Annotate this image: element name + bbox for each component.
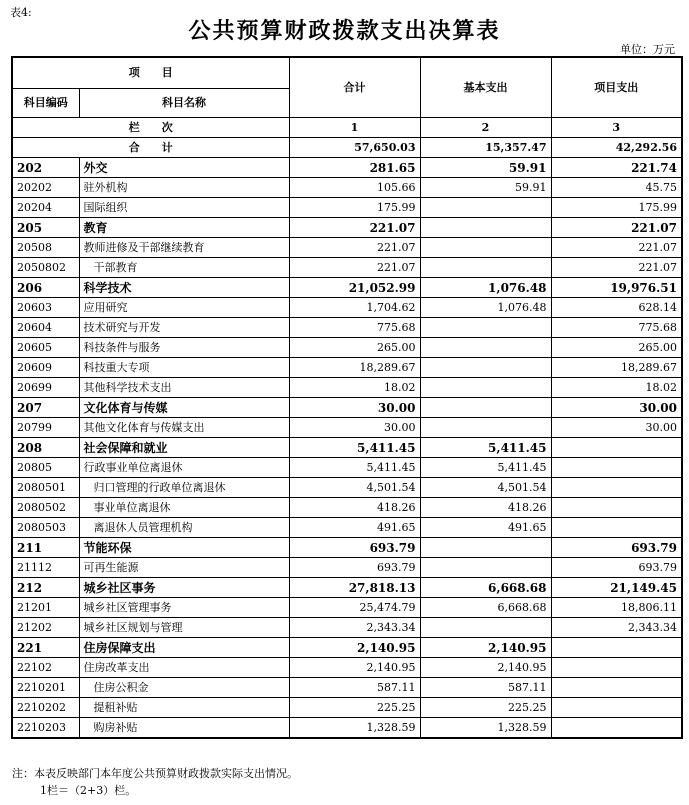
expenditure-table (11, 56, 683, 739)
table-row (12, 318, 682, 338)
cell-project: 221.07 (551, 258, 682, 278)
table-row (12, 558, 682, 578)
cell-total: 30.00 (289, 398, 420, 418)
table-number: 表4: (10, 6, 32, 19)
grand-total-label: 合 计 (12, 138, 289, 158)
cell-total: 18.02 (289, 378, 420, 398)
cell-code: 20699 (12, 378, 79, 398)
cell-total: 418.26 (289, 498, 420, 518)
cell-code: 202 (12, 158, 79, 178)
cell-total: 5,411.45 (289, 458, 420, 478)
cell-code: 212 (12, 578, 79, 598)
table-row (12, 358, 682, 378)
cell-project (551, 458, 682, 478)
cell-name: 归口管理的行政单位离退休 (79, 478, 289, 498)
cell-name: 应用研究 (79, 298, 289, 318)
cell-total: 25,474.79 (289, 598, 420, 618)
header-item: 项 目 (12, 57, 289, 89)
cell-basic (420, 318, 551, 338)
cell-name: 住房保障支出 (79, 638, 289, 658)
page-title: 公共预算财政拨款支出决算表 (188, 18, 501, 44)
table-row (12, 378, 682, 398)
cell-project: 21,149.45 (551, 578, 682, 598)
cell-code: 20202 (12, 178, 79, 198)
cell-basic: 6,668.68 (420, 578, 551, 598)
cell-name: 社会保障和就业 (79, 438, 289, 458)
cell-basic (420, 618, 551, 638)
cell-code: 20805 (12, 458, 79, 478)
cell-name: 可再生能源 (79, 558, 289, 578)
footnote-line-2: 1栏＝（2+3）栏。 (40, 784, 137, 797)
cell-code: 2080503 (12, 518, 79, 538)
cell-basic (420, 398, 551, 418)
cell-code: 205 (12, 218, 79, 238)
table-row (12, 438, 682, 458)
cell-project: 18,806.11 (551, 598, 682, 618)
cell-basic: 1,076.48 (420, 298, 551, 318)
cell-total: 175.99 (289, 198, 420, 218)
cell-project (551, 438, 682, 458)
cell-total: 5,411.45 (289, 438, 420, 458)
cell-basic (420, 418, 551, 438)
cell-total: 30.00 (289, 418, 420, 438)
cell-name: 外交 (79, 158, 289, 178)
cell-name: 科学技术 (79, 278, 289, 298)
cell-project: 19,976.51 (551, 278, 682, 298)
cell-code: 21201 (12, 598, 79, 618)
cell-basic: 491.65 (420, 518, 551, 538)
table-row (12, 158, 682, 178)
cell-total: 2,140.95 (289, 638, 420, 658)
cell-project: 175.99 (551, 198, 682, 218)
cell-name: 国际组织 (79, 198, 289, 218)
cell-name: 文化体育与传媒 (79, 398, 289, 418)
table-row (12, 258, 682, 278)
table-row (12, 618, 682, 638)
cell-name: 城乡社区规划与管理 (79, 618, 289, 638)
cell-basic (420, 258, 551, 278)
cell-project: 30.00 (551, 398, 682, 418)
cell-name: 城乡社区事务 (79, 578, 289, 598)
cell-name: 提租补贴 (79, 698, 289, 718)
cell-basic (420, 378, 551, 398)
table-row (12, 278, 682, 298)
cell-code: 221 (12, 638, 79, 658)
cell-basic (420, 198, 551, 218)
cell-code: 20204 (12, 198, 79, 218)
cell-total: 693.79 (289, 538, 420, 558)
cell-code: 206 (12, 278, 79, 298)
cell-project (551, 638, 682, 658)
header-name: 科目名称 (79, 89, 289, 118)
table-row (12, 678, 682, 698)
cell-name: 驻外机构 (79, 178, 289, 198)
cell-name: 技术研究与开发 (79, 318, 289, 338)
footnote-line-1: 注：本表反映部门本年度公共预算财政拨款实际支出情况。 (12, 767, 298, 780)
cell-total: 225.25 (289, 698, 420, 718)
cell-name: 节能环保 (79, 538, 289, 558)
cell-basic: 587.11 (420, 678, 551, 698)
cell-basic: 2,140.95 (420, 658, 551, 678)
table-body (12, 158, 682, 739)
cell-code: 2210203 (12, 718, 79, 739)
cell-code: 20603 (12, 298, 79, 318)
cell-basic (420, 338, 551, 358)
cell-total: 265.00 (289, 338, 420, 358)
table-row (12, 638, 682, 658)
column-index-3: 3 (551, 118, 682, 138)
cell-project: 221.07 (551, 238, 682, 258)
cell-code: 2210202 (12, 698, 79, 718)
cell-total: 27,818.13 (289, 578, 420, 598)
header-lanci: 栏 次 (12, 118, 289, 138)
table-row (12, 698, 682, 718)
cell-project (551, 518, 682, 538)
table-row (12, 418, 682, 438)
cell-code: 2050802 (12, 258, 79, 278)
cell-project: 2,343.34 (551, 618, 682, 638)
cell-total: 693.79 (289, 558, 420, 578)
table-row (12, 498, 682, 518)
cell-basic: 59.91 (420, 158, 551, 178)
cell-basic (420, 238, 551, 258)
header-code: 科目编码 (12, 89, 79, 118)
cell-total: 221.07 (289, 258, 420, 278)
cell-code: 21112 (12, 558, 79, 578)
cell-code: 20508 (12, 238, 79, 258)
cell-code: 20604 (12, 318, 79, 338)
cell-code: 21202 (12, 618, 79, 638)
cell-name: 教育 (79, 218, 289, 238)
cell-total: 1,704.62 (289, 298, 420, 318)
cell-basic: 6,668.68 (420, 598, 551, 618)
cell-project (551, 498, 682, 518)
table-row (12, 658, 682, 678)
cell-project: 221.07 (551, 218, 682, 238)
cell-name: 离退休人员管理机构 (79, 518, 289, 538)
header-project: 项目支出 (551, 57, 682, 118)
cell-project: 221.74 (551, 158, 682, 178)
table-row (12, 238, 682, 258)
cell-total: 4,501.54 (289, 478, 420, 498)
table-row (12, 718, 682, 739)
cell-project (551, 658, 682, 678)
cell-project (551, 478, 682, 498)
cell-name: 购房补贴 (79, 718, 289, 739)
cell-total: 21,052.99 (289, 278, 420, 298)
cell-basic: 5,411.45 (420, 458, 551, 478)
cell-basic: 225.25 (420, 698, 551, 718)
cell-basic: 1,076.48 (420, 278, 551, 298)
cell-code: 20799 (12, 418, 79, 438)
table-row (12, 298, 682, 318)
cell-name: 科技重大专项 (79, 358, 289, 378)
cell-name: 住房公积金 (79, 678, 289, 698)
cell-name: 事业单位离退休 (79, 498, 289, 518)
cell-total: 491.65 (289, 518, 420, 538)
grand-total-project: 42,292.56 (551, 138, 682, 158)
cell-project: 775.68 (551, 318, 682, 338)
cell-total: 281.65 (289, 158, 420, 178)
table-row (12, 478, 682, 498)
cell-code: 20605 (12, 338, 79, 358)
cell-name: 干部教育 (79, 258, 289, 278)
cell-basic (420, 358, 551, 378)
cell-basic: 5,411.45 (420, 438, 551, 458)
cell-code: 22102 (12, 658, 79, 678)
table-row (12, 538, 682, 558)
column-index-2: 2 (420, 118, 551, 138)
grand-total-basic: 15,357.47 (420, 138, 551, 158)
cell-project: 18,289.67 (551, 358, 682, 378)
cell-basic (420, 538, 551, 558)
cell-total: 18,289.67 (289, 358, 420, 378)
cell-project: 18.02 (551, 378, 682, 398)
cell-name: 行政事业单位离退休 (79, 458, 289, 478)
cell-total: 2,140.95 (289, 658, 420, 678)
table-row (12, 458, 682, 478)
cell-project: 265.00 (551, 338, 682, 358)
cell-project (551, 678, 682, 698)
cell-total: 105.66 (289, 178, 420, 198)
cell-project (551, 718, 682, 739)
cell-basic: 59.91 (420, 178, 551, 198)
cell-name: 其他科学技术支出 (79, 378, 289, 398)
cell-project: 628.14 (551, 298, 682, 318)
cell-project (551, 698, 682, 718)
cell-name: 其他文化体育与传媒支出 (79, 418, 289, 438)
cell-name: 城乡社区管理事务 (79, 598, 289, 618)
table-row (12, 598, 682, 618)
cell-name: 教师进修及干部继续教育 (79, 238, 289, 258)
cell-total: 2,343.34 (289, 618, 420, 638)
cell-code: 211 (12, 538, 79, 558)
cell-basic: 1,328.59 (420, 718, 551, 739)
cell-basic: 418.26 (420, 498, 551, 518)
cell-basic: 4,501.54 (420, 478, 551, 498)
cell-total: 221.07 (289, 218, 420, 238)
cell-project: 693.79 (551, 538, 682, 558)
cell-basic (420, 558, 551, 578)
table-row (12, 218, 682, 238)
cell-code: 207 (12, 398, 79, 418)
table-row (12, 578, 682, 598)
cell-name: 住房改革支出 (79, 658, 289, 678)
header-total: 合计 (289, 57, 420, 118)
cell-code: 2080501 (12, 478, 79, 498)
column-index-1: 1 (289, 118, 420, 138)
cell-code: 2080502 (12, 498, 79, 518)
cell-total: 1,328.59 (289, 718, 420, 739)
unit-label: 单位：万元 (620, 43, 675, 56)
table-row (12, 178, 682, 198)
table-row (12, 518, 682, 538)
cell-total: 775.68 (289, 318, 420, 338)
cell-basic: 2,140.95 (420, 638, 551, 658)
footnote (12, 765, 298, 799)
cell-project: 30.00 (551, 418, 682, 438)
table-row (12, 198, 682, 218)
cell-code: 20609 (12, 358, 79, 378)
cell-code: 208 (12, 438, 79, 458)
table-row (12, 398, 682, 418)
cell-project: 45.75 (551, 178, 682, 198)
header-basic: 基本支出 (420, 57, 551, 118)
cell-name: 科技条件与服务 (79, 338, 289, 358)
cell-total: 221.07 (289, 238, 420, 258)
cell-basic (420, 218, 551, 238)
grand-total-value: 57,650.03 (289, 138, 420, 158)
cell-total: 587.11 (289, 678, 420, 698)
cell-project: 693.79 (551, 558, 682, 578)
table-row (12, 338, 682, 358)
cell-code: 2210201 (12, 678, 79, 698)
